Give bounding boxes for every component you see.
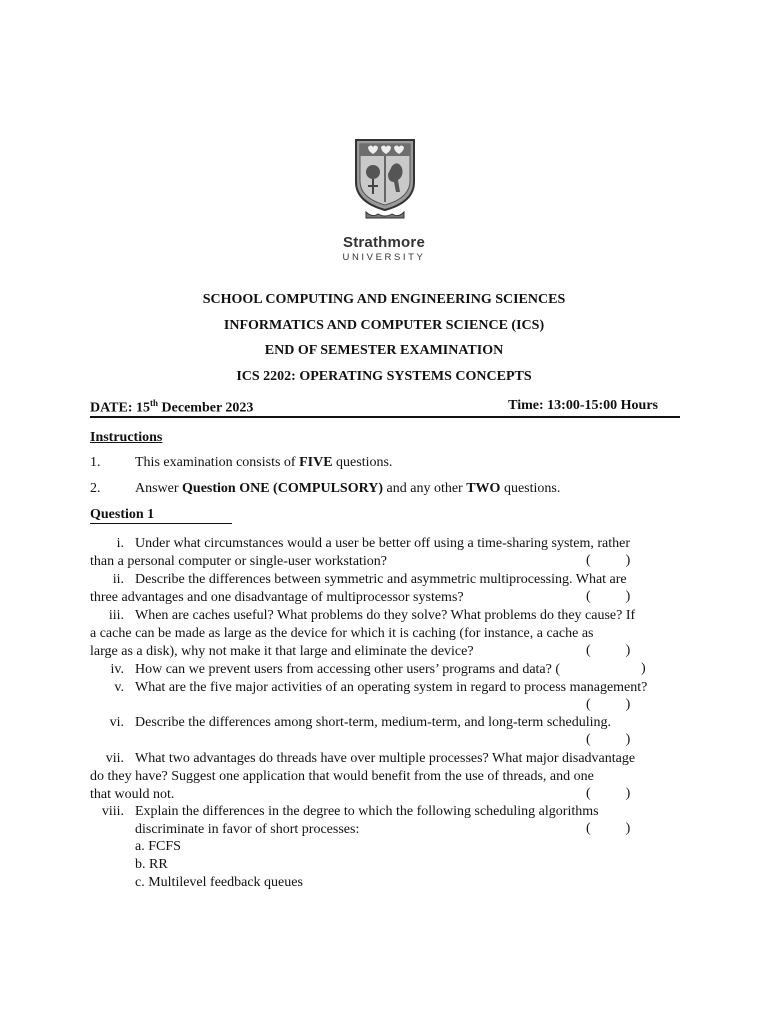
marks-placeholder: ( ) [586, 732, 631, 747]
question-item-line: three advantages and one disadvantage of multiprocessor systems? [90, 590, 464, 605]
question-item-line: a cache can be made as large as the device for which it is caching (for instance, a cache as [90, 626, 594, 641]
option-item: a. FCFS [135, 839, 181, 854]
question-item-line: large as a disk), why not make it that large and eliminate the device? [90, 644, 474, 659]
university-subtitle: UNIVERSITY [342, 252, 426, 263]
school-heading: SCHOOL COMPUTING AND ENGINEERING SCIENCES [202, 292, 566, 307]
instructions-title: Instructions [90, 430, 163, 445]
question-item-line: that would not. [90, 787, 175, 802]
marks-placeholder: ( ) [586, 643, 631, 658]
university-wordmark [310, 234, 458, 263]
question-item-line: i. Under what circumstances would a user be better off using a time-sharing system, rather [116, 536, 631, 551]
date-time-line [90, 398, 680, 418]
option-item: c. Multilevel feedback queues [135, 875, 303, 890]
university-name: Strathmore [342, 234, 426, 251]
question-item-line: ii. Describe the differences between symmetric and asymmetric multiprocessing. What are [112, 572, 627, 587]
question-item-line: viii. Explain the differences in the degree to which the following scheduling algorithms [101, 804, 599, 819]
exam-heading: END OF SEMESTER EXAMINATION [264, 343, 504, 358]
exam-date: DATE: 15th December 2023 [90, 398, 254, 416]
question-item-line: iii. When are caches useful? What problems do they solve? What problems do they cause? If [108, 608, 636, 623]
course-heading: ICS 2202: OPERATING SYSTEMS CONCEPTS [236, 369, 532, 384]
program-heading: INFORMATICS AND COMPUTER SCIENCE (ICS) [223, 318, 545, 333]
marks-placeholder: ( ) [586, 553, 631, 568]
question-item-line: vii. What two advantages do threads have over multiple processes? What major disadvantage [105, 751, 636, 766]
question-item-line: iv. How can we prevent users from accessing other users’ programs and data? ( [110, 662, 561, 677]
question-item-line: than a personal computer or single-user workstation? [90, 554, 388, 569]
question-1-title: Question 1 [90, 507, 232, 524]
marks-placeholder: ( ) [586, 589, 631, 604]
question-item-line: do they have? Suggest one application that would benefit from the use of threads, and one [90, 769, 594, 784]
crest-shield-icon [352, 136, 418, 224]
marks-placeholder: ( ) [586, 697, 631, 712]
marks-placeholder: ( ) [586, 786, 631, 801]
header-divider [90, 416, 680, 418]
marks-placeholder-close: ) [641, 661, 646, 676]
marks-placeholder: ( ) [586, 821, 631, 836]
question-item-line: v. What are the five major activities of an operating system in regard to process management? [114, 680, 648, 695]
question-item-line: vi. Describe the differences among short-term, medium-term, and long-term scheduling. [109, 715, 611, 730]
option-item: b. RR [135, 857, 168, 872]
question-item-line: discriminate in favor of short processes: [135, 822, 360, 837]
exam-time: Time: 13:00-15:00 Hours [508, 398, 658, 413]
